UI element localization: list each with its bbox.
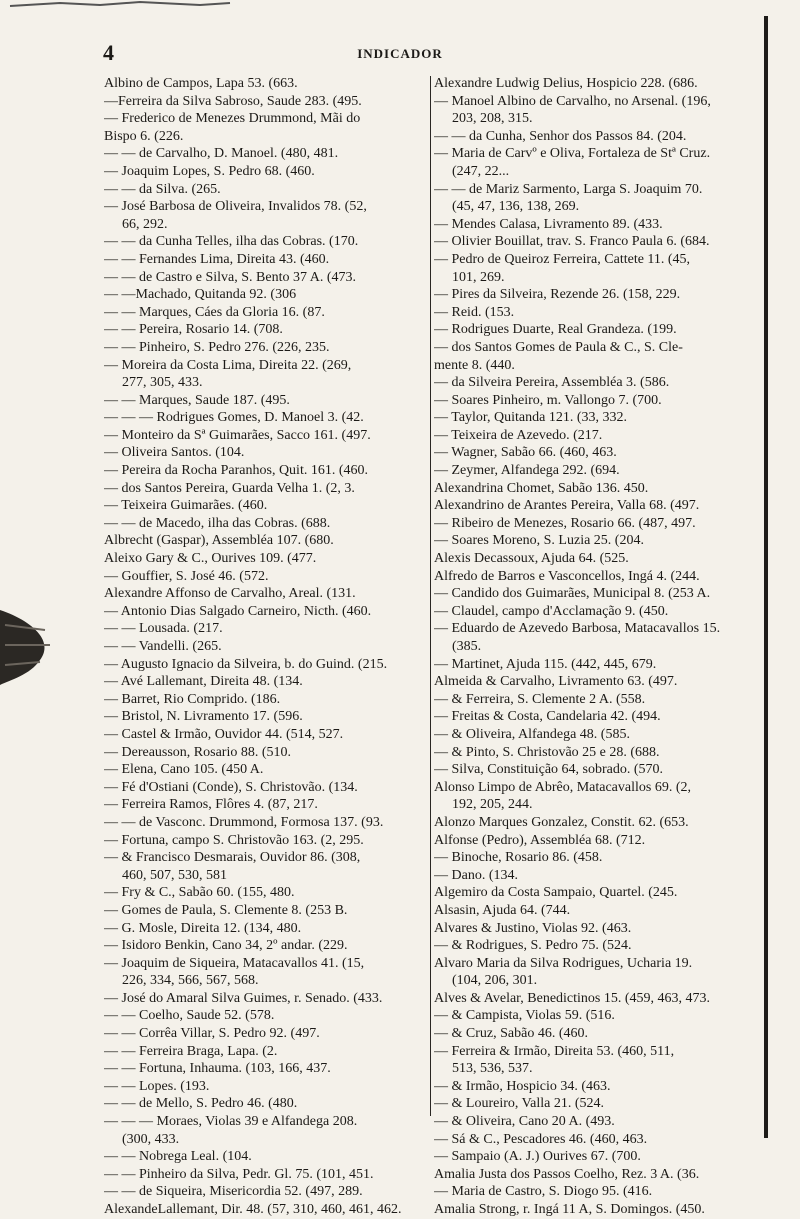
- directory-entry: — Augusto Ignacio da Silveira, b. do Guind. (215.: [104, 656, 388, 672]
- directory-entry: Alonso Limpo de Abrêo, Matacavallos 69. (2,: [434, 779, 692, 795]
- directory-entry: AlexandeLallemant, Dir. 48. (57, 310, 460, 461, 462.: [104, 1202, 402, 1217]
- directory-entry: Alvaro Maria da Silva Rodrigues, Ucharia 19.: [434, 955, 693, 971]
- directory-entry: — — Pinheiro, S. Pedro 276. (226, 235.: [104, 339, 330, 355]
- page-title: INDICADOR: [357, 46, 443, 61]
- directory-entry: — — Ferreira Braga, Lapa. (2.: [104, 1043, 278, 1059]
- directory-entry: — Antonio Dias Salgado Carneiro, Nicth. (460.: [104, 603, 372, 619]
- directory-entry: — José do Amaral Silva Guimes, r. Senado. (433.: [104, 990, 383, 1006]
- directory-entry: — — de Castro e Silva, S. Bento 37 A. (473.: [104, 269, 356, 285]
- directory-entry: — Freitas & Costa, Candelaria 42. (494.: [434, 709, 661, 725]
- directory-entry: — — da Silva. (265.: [104, 181, 221, 197]
- directory-entry: Amalia Justa dos Passos Coelho, Rez. 3 A. (36.: [434, 1166, 700, 1182]
- directory-entry: — — Vandelli. (265.: [104, 639, 222, 654]
- directory-entry: — — Corrêa Villar, S. Pedro 92. (497.: [104, 1026, 320, 1042]
- directory-entry: Bispo 6. (226.: [104, 128, 184, 144]
- directory-entry: (300, 433.: [122, 1131, 180, 1147]
- directory-entry: — Pedro de Queiroz Ferreira, Cattete 11. (45,: [434, 251, 691, 267]
- directory-entry: (247, 22...: [452, 163, 510, 179]
- directory-entry: — & Oliveira, Alfandega 48. (585.: [434, 726, 630, 742]
- directory-entry: — — da Cunha, Senhor dos Passos 84. (204.: [434, 128, 687, 144]
- directory-entry: Albrecht (Gaspar), Assembléa 107. (680.: [104, 533, 334, 549]
- scan-smudge-top: [0, 0, 240, 10]
- directory-entry: — Candido dos Guimarães, Municipal 8. (253 A.: [434, 586, 711, 602]
- directory-entry: — Soares Moreno, S. Luzia 25. (204.: [434, 533, 644, 549]
- directory-entry: — — de Macedo, ilha das Cobras. (688.: [104, 515, 331, 531]
- directory-entry: — Elena, Cano 105. (450 A.: [104, 762, 264, 778]
- directory-entry: — — de Siqueira, Misericordia 52. (497, 289.: [104, 1184, 363, 1200]
- directory-entry: 203, 208, 315.: [452, 111, 533, 127]
- directory-entry: — — — Moraes, Violas 39 e Alfandega 208.: [104, 1114, 358, 1130]
- directory-entry: — Reid. (153.: [434, 304, 515, 320]
- directory-entry: 277, 305, 433.: [122, 375, 203, 391]
- directory-entry: mente 8. (440.: [434, 357, 515, 373]
- directory-entry: — & Loureiro, Valla 21. (524.: [434, 1096, 605, 1112]
- directory-entry: — & Pinto, S. Christovão 25 e 28. (688.: [434, 744, 660, 760]
- directory-entry: — & Irmão, Hospicio 34. (463.: [434, 1078, 611, 1094]
- directory-entry: — Oliveira Santos. (104.: [104, 445, 245, 461]
- directory-entry: — Zeymer, Alfandega 292. (694.: [434, 463, 620, 479]
- directory-entry: — Moreira da Costa Lima, Direita 22. (269,: [104, 357, 352, 373]
- directory-entry: — Maria de Castro, S. Diogo 95. (416.: [434, 1184, 653, 1200]
- directory-entry: — Binoche, Rosario 86. (458.: [434, 850, 603, 866]
- directory-entry: — Martinet, Ajuda 115. (442, 445, 679.: [434, 656, 657, 672]
- directory-entry: — Mendes Calasa, Livramento 89. (433.: [434, 216, 663, 232]
- directory-entry: Almeida & Carvalho, Livramento 63. (497.: [434, 674, 678, 690]
- directory-entry: — Castel & Irmão, Ouvidor 44. (514, 527.: [104, 726, 344, 742]
- directory-entry: — Wagner, Sabão 66. (460, 463.: [434, 445, 617, 461]
- directory-entry: — Gouffier, S. José 46. (572.: [104, 568, 269, 584]
- directory-entry: — & Francisco Desmarais, Ouvidor 86. (308,: [104, 850, 361, 866]
- column-divider: [430, 76, 431, 1116]
- directory-entry: — Maria de Carvº e Oliva, Fortaleza de Stª Cruz.: [434, 146, 711, 162]
- directory-entry: —Ferreira da Silva Sabroso, Saude 283. (495.: [104, 93, 362, 109]
- directory-entry: — Bristol, N. Livramento 17. (596.: [104, 709, 303, 725]
- directory-entry: — — Coelho, Saude 52. (578.: [104, 1008, 275, 1024]
- directory-entry: — Dereausson, Rosario 88. (510.: [104, 744, 292, 760]
- directory-entry: — Monteiro da Sª Guimarães, Sacco 161. (497.: [104, 427, 371, 443]
- directory-entry: Alsasin, Ajuda 64. (744.: [434, 902, 571, 918]
- directory-entry: — — Lousada. (217.: [104, 621, 223, 637]
- directory-entry: — — de Mello, S. Pedro 46. (480.: [104, 1096, 298, 1112]
- directory-entry: — & Ferreira, S. Clemente 2 A. (558.: [434, 691, 646, 707]
- directory-entry: — — de Mariz Sarmento, Larga S. Joaquim 70.: [434, 181, 703, 197]
- directory-entry: — — de Vasconc. Drummond, Formosa 137. (93.: [104, 814, 384, 830]
- directory-entry: — — Marques, Cáes da Gloria 16. (87.: [104, 304, 325, 320]
- directory-entry: Alexandre Ludwig Delius, Hospicio 228. (686.: [434, 76, 698, 91]
- directory-entry: Alexandrina Chomet, Sabão 136. 450.: [434, 480, 649, 496]
- directory-entry: 226, 334, 566, 567, 568.: [122, 973, 259, 989]
- directory-entry: — Ferreira & Irmão, Direita 53. (460, 511,: [434, 1043, 675, 1059]
- directory-entry: — — Fortuna, Inhauma. (103, 166, 437.: [104, 1061, 331, 1077]
- directory-entry: — Sá & C., Pescadores 46. (460, 463.: [434, 1131, 648, 1147]
- directory-entry: — Eduardo de Azevedo Barbosa, Matacavallos 15.: [434, 621, 721, 637]
- directory-entry: — dos Santos Pereira, Guarda Velha 1. (2, 3.: [104, 480, 355, 496]
- directory-entry: Alfredo de Barros e Vasconcellos, Ingá 4. (244.: [434, 568, 700, 584]
- directory-entry: — Fortuna, campo S. Christovão 163. (2, 295.: [104, 832, 364, 848]
- directory-entry: (104, 206, 301.: [452, 973, 538, 989]
- directory-entry: — — da Cunha Telles, ilha das Cobras. (170.: [104, 234, 359, 250]
- directory-entry: — —Machado, Quitanda 92. (306: [104, 287, 297, 303]
- directory-entry: — Rodrigues Duarte, Real Grandeza. (199.: [434, 322, 677, 338]
- directory-entry: Alexandre Affonso de Carvalho, Areal. (131.: [104, 586, 356, 602]
- right-column: [434, 75, 768, 1219]
- directory-entry: — Pires da Silveira, Rezende 26. (158, 229.: [434, 287, 681, 303]
- directory-entry: — — Pereira, Rosario 14. (708.: [104, 322, 283, 338]
- directory-entry: — Pereira da Rocha Paranhos, Quit. 161. (460.: [104, 463, 368, 479]
- directory-entry: — Ribeiro de Menezes, Rosario 66. (487, 497.: [434, 515, 696, 531]
- directory-entry: — Fry & C., Sabão 60. (155, 480.: [104, 885, 295, 901]
- left-column: [104, 75, 428, 1219]
- directory-entry: — Joaquim de Siqueira, Matacavallos 41. (15,: [104, 955, 365, 971]
- directory-entry: — — Lopes. (193.: [104, 1078, 210, 1094]
- directory-entry: — Taylor, Quitanda 121. (33, 332.: [434, 410, 628, 426]
- directory-entry: — Teixeira Guimarães. (460.: [104, 498, 268, 514]
- directory-entry: — Claudel, campo d'Acclamação 9. (450.: [434, 603, 669, 619]
- directory-entry: — Teixeira de Azevedo. (217.: [434, 427, 603, 443]
- directory-entry: — — Nobrega Leal. (104.: [104, 1149, 252, 1165]
- directory-entry: Alonzo Marques Gonzalez, Constit. 62. (653.: [434, 814, 689, 830]
- directory-entry: — Joaquim Lopes, S. Pedro 68. (460.: [104, 163, 315, 179]
- directory-entry: — Silva, Constituição 64, sobrado. (570.: [434, 762, 664, 778]
- directory-entry: — & Cruz, Sabão 46. (460.: [434, 1026, 588, 1042]
- page-number: 4: [103, 40, 114, 65]
- directory-entry: 192, 205, 244.: [452, 797, 533, 813]
- directory-entry: — — Marques, Saude 187. (495.: [104, 392, 290, 408]
- directory-entry: Alexandrino de Arantes Pereira, Valla 68. (497.: [434, 498, 700, 514]
- directory-entry: Alves & Avelar, Benedictinos 15. (459, 463, 473.: [434, 990, 711, 1006]
- directory-entry: Alexis Decassoux, Ajuda 64. (525.: [434, 551, 629, 567]
- directory-entry: — Olivier Bouillat, trav. S. Franco Paula 6. (684.: [434, 234, 710, 250]
- directory-entry: (45, 47, 136, 138, 269.: [452, 199, 580, 215]
- directory-entry: — da Silveira Pereira, Assembléa 3. (586.: [434, 375, 670, 391]
- binding-thread-mark: [0, 600, 60, 690]
- directory-entry: — Barret, Rio Comprido. (186.: [104, 691, 281, 707]
- directory-entry: 66, 292.: [122, 216, 168, 232]
- directory-entry: 460, 507, 530, 581: [122, 867, 227, 883]
- directory-entry: — — Pinheiro da Silva, Pedr. Gl. 75. (101, 451.: [104, 1166, 374, 1182]
- directory-entry: — Manoel Albino de Carvalho, no Arsenal. (196,: [434, 93, 711, 109]
- directory-entry: Albino de Campos, Lapa 53. (663.: [104, 76, 298, 91]
- directory-entry: Algemiro da Costa Sampaio, Quartel. (245.: [434, 885, 678, 901]
- directory-entry: — Soares Pinheiro, m. Vallongo 7. (700.: [434, 392, 662, 408]
- directory-entry: — Isidoro Benkin, Cano 34, 2º andar. (229.: [104, 938, 348, 954]
- directory-entry: — Dano. (134.: [434, 867, 518, 883]
- directory-entry: — Ferreira Ramos, Flôres 4. (87, 217.: [104, 797, 318, 813]
- directory-entry: — — de Carvalho, D. Manoel. (480, 481.: [104, 146, 339, 162]
- directory-entry: — Frederico de Menezes Drummond, Mãi do: [104, 111, 361, 127]
- directory-entry: — Gomes de Paula, S. Clemente 8. (253 B.: [104, 902, 348, 918]
- directory-entry: Amalia Strong, r. Ingá 11 A, S. Domingos. (450.: [434, 1202, 705, 1217]
- directory-entry: — & Oliveira, Cano 20 A. (493.: [434, 1114, 615, 1130]
- directory-entry: — Avé Lallemant, Direita 48. (134.: [104, 674, 303, 690]
- directory-entry: 513, 536, 537.: [452, 1061, 533, 1077]
- directory-entry: — Sampaio (A. J.) Ourives 67. (700.: [434, 1149, 641, 1165]
- directory-entry: Alvares & Justino, Violas 92. (463.: [434, 920, 632, 936]
- directory-entry: — dos Santos Gomes de Paula & C., S. Cle-: [434, 339, 683, 355]
- directory-entry: — Fé d'Ostiani (Conde), S. Christovão. (134.: [104, 779, 358, 795]
- directory-entry: — — Fernandes Lima, Direita 43. (460.: [104, 251, 330, 267]
- directory-entry: — & Rodrigues, S. Pedro 75. (524.: [434, 938, 632, 954]
- directory-entry: Alfonse (Pedro), Assembléa 68. (712.: [434, 832, 646, 848]
- directory-entry: — G. Mosle, Direita 12. (134, 480.: [104, 920, 302, 936]
- directory-entry: — José Barbosa de Oliveira, Invalidos 78. (52,: [104, 199, 367, 215]
- directory-entry: Aleixo Gary & C., Ourives 109. (477.: [104, 551, 317, 567]
- directory-entry: — & Campista, Violas 59. (516.: [434, 1008, 615, 1024]
- directory-entry: 101, 269.: [452, 269, 505, 285]
- directory-entry: — — — Rodrigues Gomes, D. Manoel 3. (42.: [104, 410, 364, 426]
- directory-entry: (385.: [452, 639, 482, 654]
